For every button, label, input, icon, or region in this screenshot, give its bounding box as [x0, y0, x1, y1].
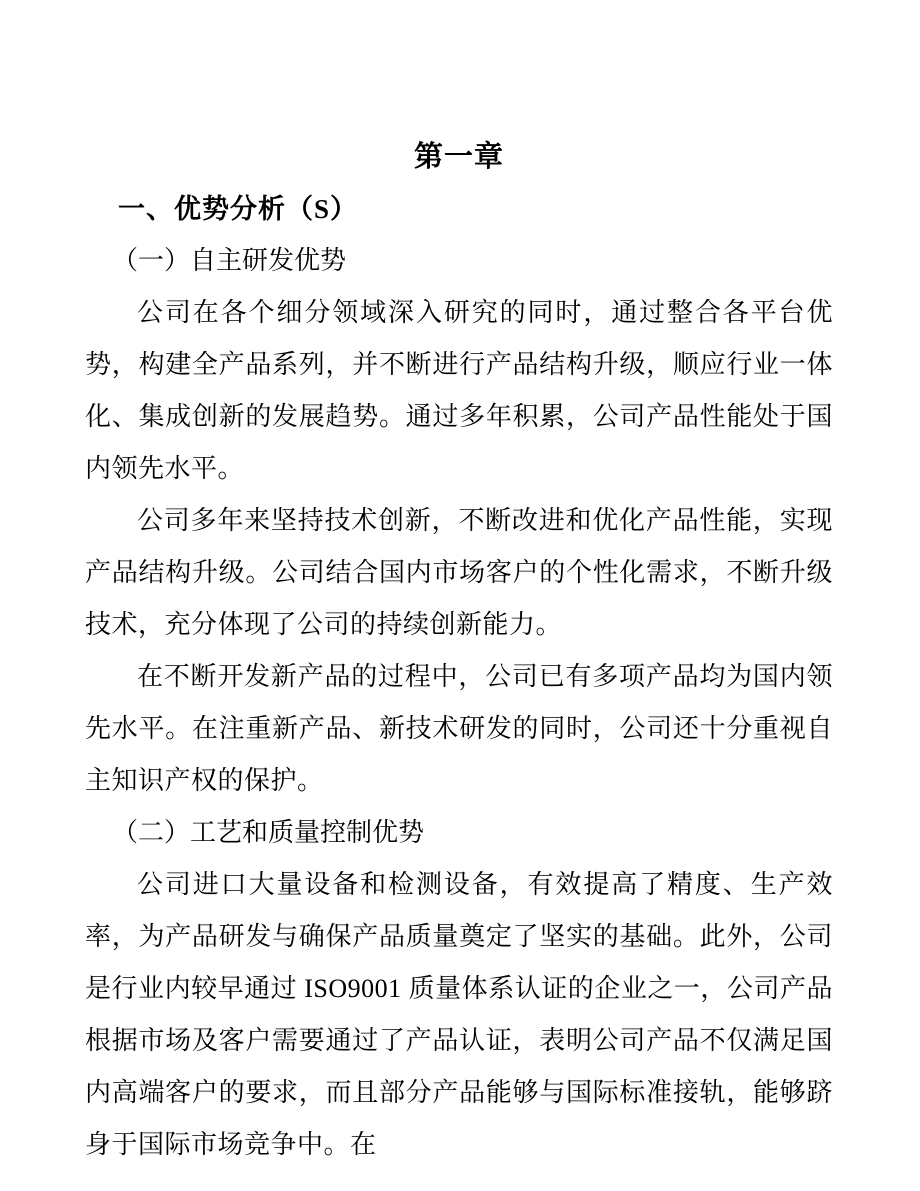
chapter-title: 第一章 [413, 141, 504, 173]
paragraph-rd-1: 公司在各个细分领域深入研究的同时，通过整合各平台优势，构建全产品系列，并不断进行产品结构升级，顺应行业一体化、集成创新的发展趋势。通过多年积累，公司产品性能处于国内领先水平。 [85, 298, 833, 483]
paragraph-rd-3: 在不断开发新产品的过程中，公司已有多项产品均为国内领先水平。在注重新产品、新技术研发的同时，公司还十分重视自主知识产权的保护。 [85, 662, 833, 795]
subsection-heading-rd-advantage: （一）自主研发优势 [112, 246, 347, 275]
paragraph-quality-1: 公司进口大量设备和检测设备，有效提高了精度、生产效率，为产品研发与确保产品质量奠定了坚实的基础。此外，公司是行业内较早通过 ISO9001 质量体系认证的企业之一，公司产品根据市场及客户需要通过了产品认证，表明公司产品不仅满足国内高端客户的要求，而且部分产品能够与国际标准接轨，能够跻身于国际市场竞争中。在 [85, 870, 833, 1159]
section-heading-advantage-analysis: 一、优势分析（S） [118, 194, 359, 224]
subsection-heading-process-quality-advantage: （二）工艺和质量控制优势 [112, 818, 425, 847]
paragraph-rd-2: 公司多年来坚持技术创新，不断改进和优化产品性能，实现产品结构升级。公司结合国内市场客户的个性化需求，不断升级技术，充分体现了公司的持续创新能力。 [85, 506, 833, 639]
